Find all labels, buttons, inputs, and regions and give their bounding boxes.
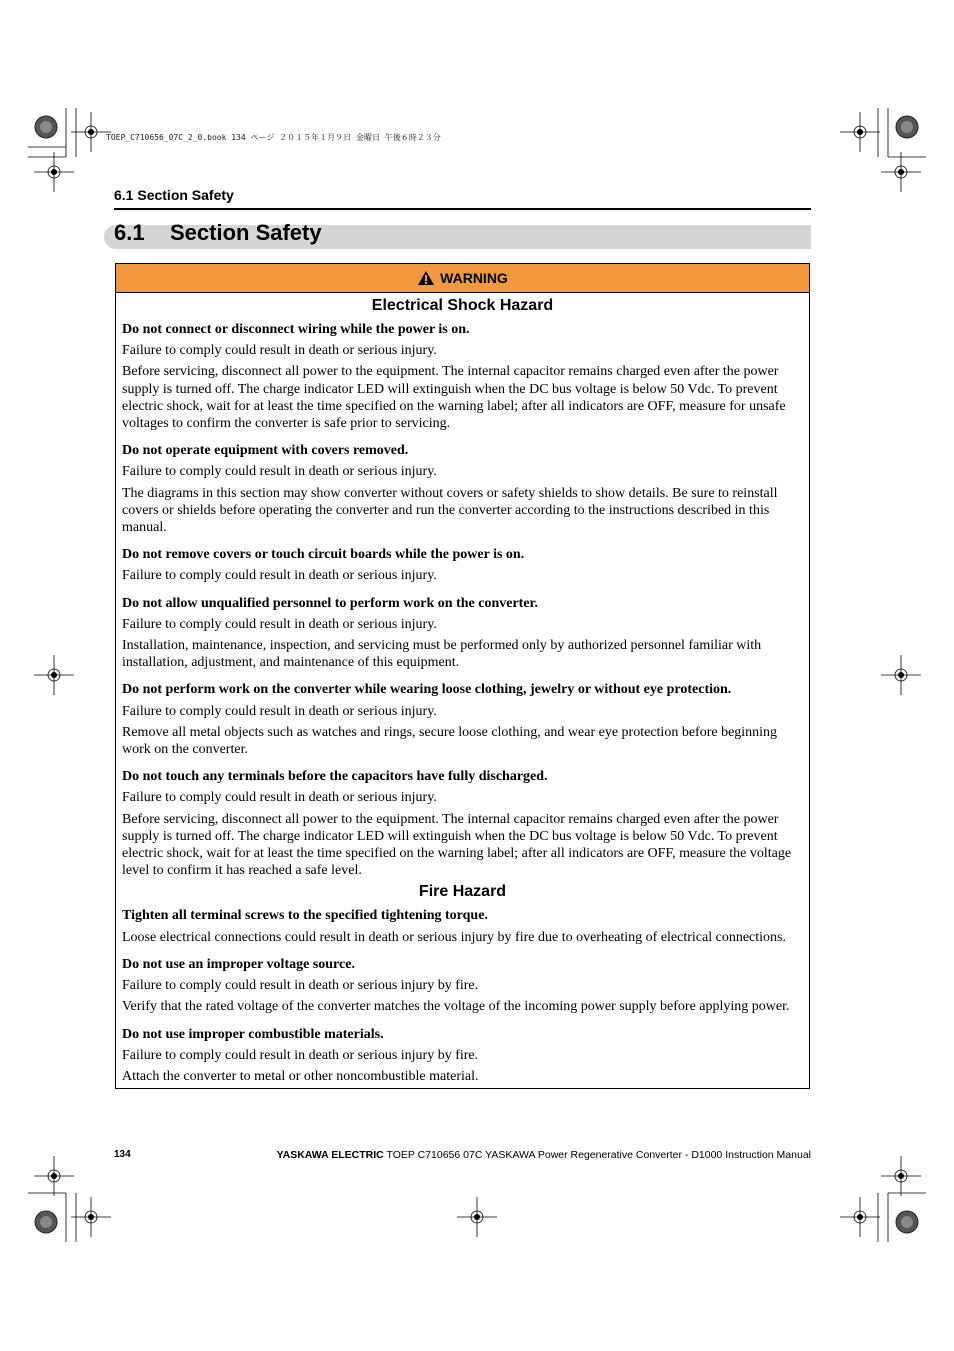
warning-item-title: Do not connect or disconnect wiring while the power is on.	[122, 322, 470, 337]
warning-triangle-icon	[417, 270, 435, 286]
footer-doc-title	[277, 1149, 811, 1161]
footer-title: TOEP C710656 07C YASKAWA Power Regenerative Converter - D1000 Instruction Manual	[386, 1149, 811, 1161]
warning-item-text: The diagrams in this section may show converter without covers or safety shields to show details. Be sure to reinstall covers or shields before operating the converter and run the converter according to the instructions described in this manual.	[122, 485, 778, 536]
header-rule	[114, 208, 811, 210]
warning-item-text: Attach the converter to metal or other noncombustible material.	[122, 1068, 479, 1084]
warning-item-text: Remove all metal objects such as watches and rings, secure loose clothing, and wear eye protection before beginning work on the converter.	[122, 724, 778, 758]
file-info: TOEP_C710656_07C_2_0.book 134 ページ ２０１５年１月９日 金曜日 午後６時２３分	[106, 133, 441, 142]
warning-item-text: Failure to comply could result in death or serious injury.	[122, 790, 437, 806]
page-number: 134	[114, 1149, 131, 1160]
warning-item-text: Loose electrical connections could result in death or serious injury by fire due to overheating of electrical connections.	[122, 929, 786, 945]
warning-item-text: Before servicing, disconnect all power to the equipment. The internal capacitor remains charged even after the power supply is turned off. The charge indicator LED will extinguish when the DC bus voltage is below 50 Vdc. To prevent electric shock, wait for at least the time specified on the warning label; after all indicators are OFF, measure for unsafe voltages to confirm the converter is safe prior to servicing.	[122, 364, 786, 432]
warning-item-text: Failure to comply could result in death or serious injury.	[122, 464, 437, 480]
warning-item-title: Do not operate equipment with covers removed.	[122, 443, 409, 459]
warning-item-text: Failure to comply could result in death or serious injury.	[122, 568, 437, 584]
warning-label: WARNING	[440, 270, 508, 286]
warning-item-text: Failure to comply could result in death or serious injury.	[122, 343, 437, 359]
warning-item-text: Failure to comply could result in death or serious injury by fire.	[122, 978, 479, 994]
hazard-heading: Fire Hazard	[418, 883, 507, 901]
warning-item-title: Do not touch any terminals before the capacitors have fully discharged.	[122, 769, 548, 785]
warning-item-title: Do not use improper combustible materials.	[122, 1026, 384, 1042]
warning-header	[116, 264, 809, 293]
warning-item-text: Failure to comply could result in death or serious injury.	[122, 616, 437, 632]
section-title-text: Section Safety	[170, 220, 322, 245]
hazard-heading: Electrical Shock Hazard	[371, 297, 554, 314]
warning-body	[116, 297, 809, 1085]
warning-item-text: Before servicing, disconnect all power to the equipment. The internal capacitor remains charged even after the power supply is turned off. The charge indicator LED will extinguish when the DC bus voltage is below 50 Vdc. To prevent electric shock, wait for at least the time specified on the warning label; after all indicators are OFF, measure the voltage level to confirm it has reached a safe level.	[122, 811, 792, 879]
footer-brand: YASKAWA ELECTRIC	[276, 1149, 384, 1161]
warning-item-title: Do not allow unqualified personnel to perform work on the converter.	[122, 595, 538, 611]
warning-box	[115, 263, 810, 1089]
warning-item-text: Failure to comply could result in death or serious injury by fire.	[122, 1047, 479, 1063]
warning-item-text: Verify that the rated voltage of the converter matches the voltage of the incoming power supply before applying power.	[122, 999, 790, 1015]
warning-item-text: Failure to comply could result in death or serious injury.	[122, 703, 437, 719]
warning-item-title: Do not use an improper voltage source.	[122, 956, 355, 972]
section-title	[114, 220, 322, 246]
warning-item-title: Do not perform work on the converter while wearing loose clothing, jewelry or without eye protection.	[122, 682, 732, 698]
section-number: 6.1	[114, 220, 145, 245]
warning-item-text: Installation, maintenance, inspection, and servicing must be performed only by authorized personnel familiar with installation, adjustment, and maintenance of this equipment.	[122, 638, 762, 671]
running-head: 6.1 Section Safety	[114, 187, 234, 203]
warning-item-title: Do not remove covers or touch circuit boards while the power is on.	[122, 547, 525, 563]
warning-item-title: Tighten all terminal screws to the specified tightening torque.	[122, 908, 488, 924]
